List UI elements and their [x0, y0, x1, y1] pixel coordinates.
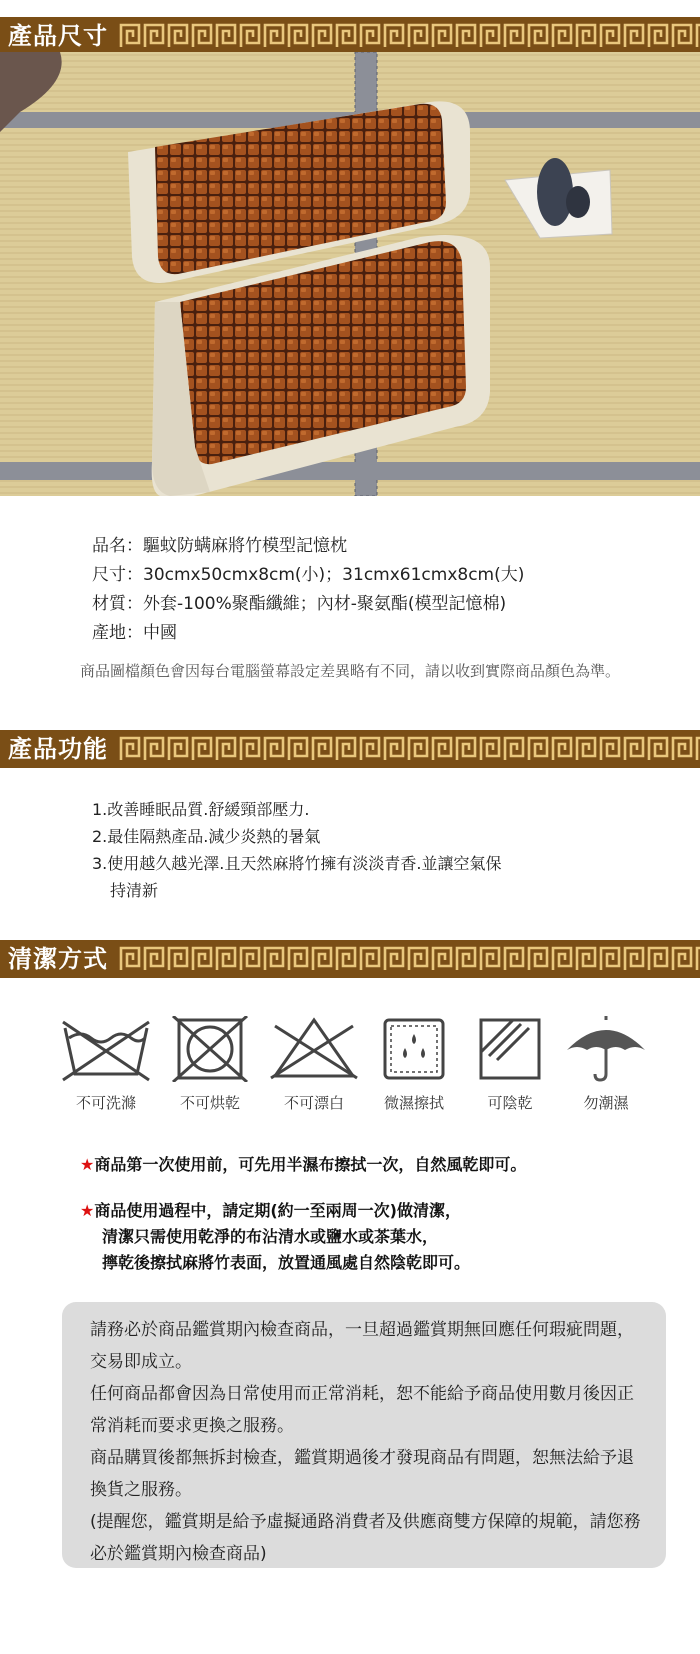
notice-paragraph: 商品購買後都無拆封檢查，鑑賞期過後才發現商品有問題，恕無法給予退換貨之服務。 [90, 1448, 634, 1500]
product-photo [0, 52, 700, 496]
spec-list [92, 532, 524, 648]
feature-list [92, 796, 501, 904]
tip-2-line-2: 清潔只需使用乾淨的布沾清水或鹽水或茶葉水， [102, 1227, 439, 1246]
spec-material: 材質：外套-100%聚酯纖維；內材-聚氨酯(模型記憶棉) [92, 594, 507, 614]
section-title: 清潔方式 [0, 940, 116, 978]
star-icon: ★ [80, 1201, 95, 1220]
care-item [264, 1016, 364, 1126]
notice-paragraph: (提醒您，鑑賞期是給予虛擬通路消費者及供應商雙方保障的規範，請您務必於鑑賞期內檢查商品) [90, 1512, 641, 1564]
feature-item: 1.改善睡眠品質.舒緩頸部壓力. [92, 800, 310, 819]
notice-paragraph: 任何商品都會因為日常使用而正常消耗，恕不能給予商品使用數月後因正常消耗而要求更換之服務。 [90, 1384, 634, 1436]
greek-key-border [118, 17, 700, 55]
section-header-care [0, 940, 700, 978]
care-item [460, 1016, 560, 1126]
care-label: 不可漂白 [283, 1094, 344, 1112]
section-title: 產品尺寸 [0, 17, 116, 55]
spec-size: 尺寸：30cmx50cmx8cm(小)；31cmx61cmx8cm(大) [92, 565, 525, 585]
section-title: 產品功能 [0, 730, 116, 768]
tip-1 [80, 1152, 526, 1178]
star-icon: ★ [80, 1155, 95, 1174]
tip-2 [80, 1198, 526, 1224]
notice-paragraph: 請務必於商品鑑賞期內檢查商品，一旦超過鑑賞期無回應任何瑕疵問題，交易即成立。 [90, 1320, 634, 1372]
care-item [56, 1016, 156, 1126]
feature-item: 2.最佳隔熱產品.減少炎熱的暑氣 [92, 827, 321, 846]
greek-key-border [118, 940, 700, 978]
care-label: 勿潮濕 [583, 1094, 629, 1112]
feature-item: 3.使用越久越光澤.且天然麻將竹擁有淡淡青香.並讓空氣保 [92, 854, 502, 873]
tip-text: 商品第一次使用前，可先用半濕布擦拭一次，自然風乾即可。 [94, 1155, 527, 1174]
care-label: 不可烘乾 [179, 1094, 240, 1112]
notice-text [90, 1314, 650, 1570]
care-label: 不可洗滌 [75, 1094, 136, 1112]
no-tumble-dry-icon [165, 1016, 255, 1082]
tip-text: 商品使用過程中，請定期(約一至兩周一次)做清潔， [94, 1201, 461, 1220]
no-wash-icon [61, 1016, 151, 1082]
return-policy-notice [62, 1302, 666, 1568]
care-tips [80, 1152, 526, 1276]
care-item [160, 1016, 260, 1126]
care-icons-row [56, 1016, 656, 1126]
umbrella-icon [561, 1016, 651, 1082]
damp-wipe-icon [369, 1016, 459, 1082]
tip-2-line-3: 擰乾後擦拭麻將竹表面，放置通風處自然陰乾即可。 [102, 1253, 471, 1272]
greek-key-border [118, 730, 700, 768]
care-label: 微濕擦拭 [383, 1094, 444, 1112]
care-item [556, 1016, 656, 1126]
color-disclaimer: 商品圖檔顏色會因每台電腦螢幕設定差異略有不同，請以收到實際商品顏色為準。 [79, 662, 620, 680]
spec-origin: 產地：中國 [92, 623, 177, 643]
care-item [364, 1016, 464, 1126]
section-header-size [0, 17, 700, 55]
spec-name: 品名：驅蚊防螨麻將竹模型記憶枕 [92, 536, 347, 556]
shade-dry-icon [465, 1016, 555, 1082]
no-bleach-icon [269, 1016, 359, 1082]
section-header-function [0, 730, 700, 768]
care-label: 可陰乾 [487, 1094, 533, 1112]
feature-item-continued: 持清新 [110, 881, 159, 900]
